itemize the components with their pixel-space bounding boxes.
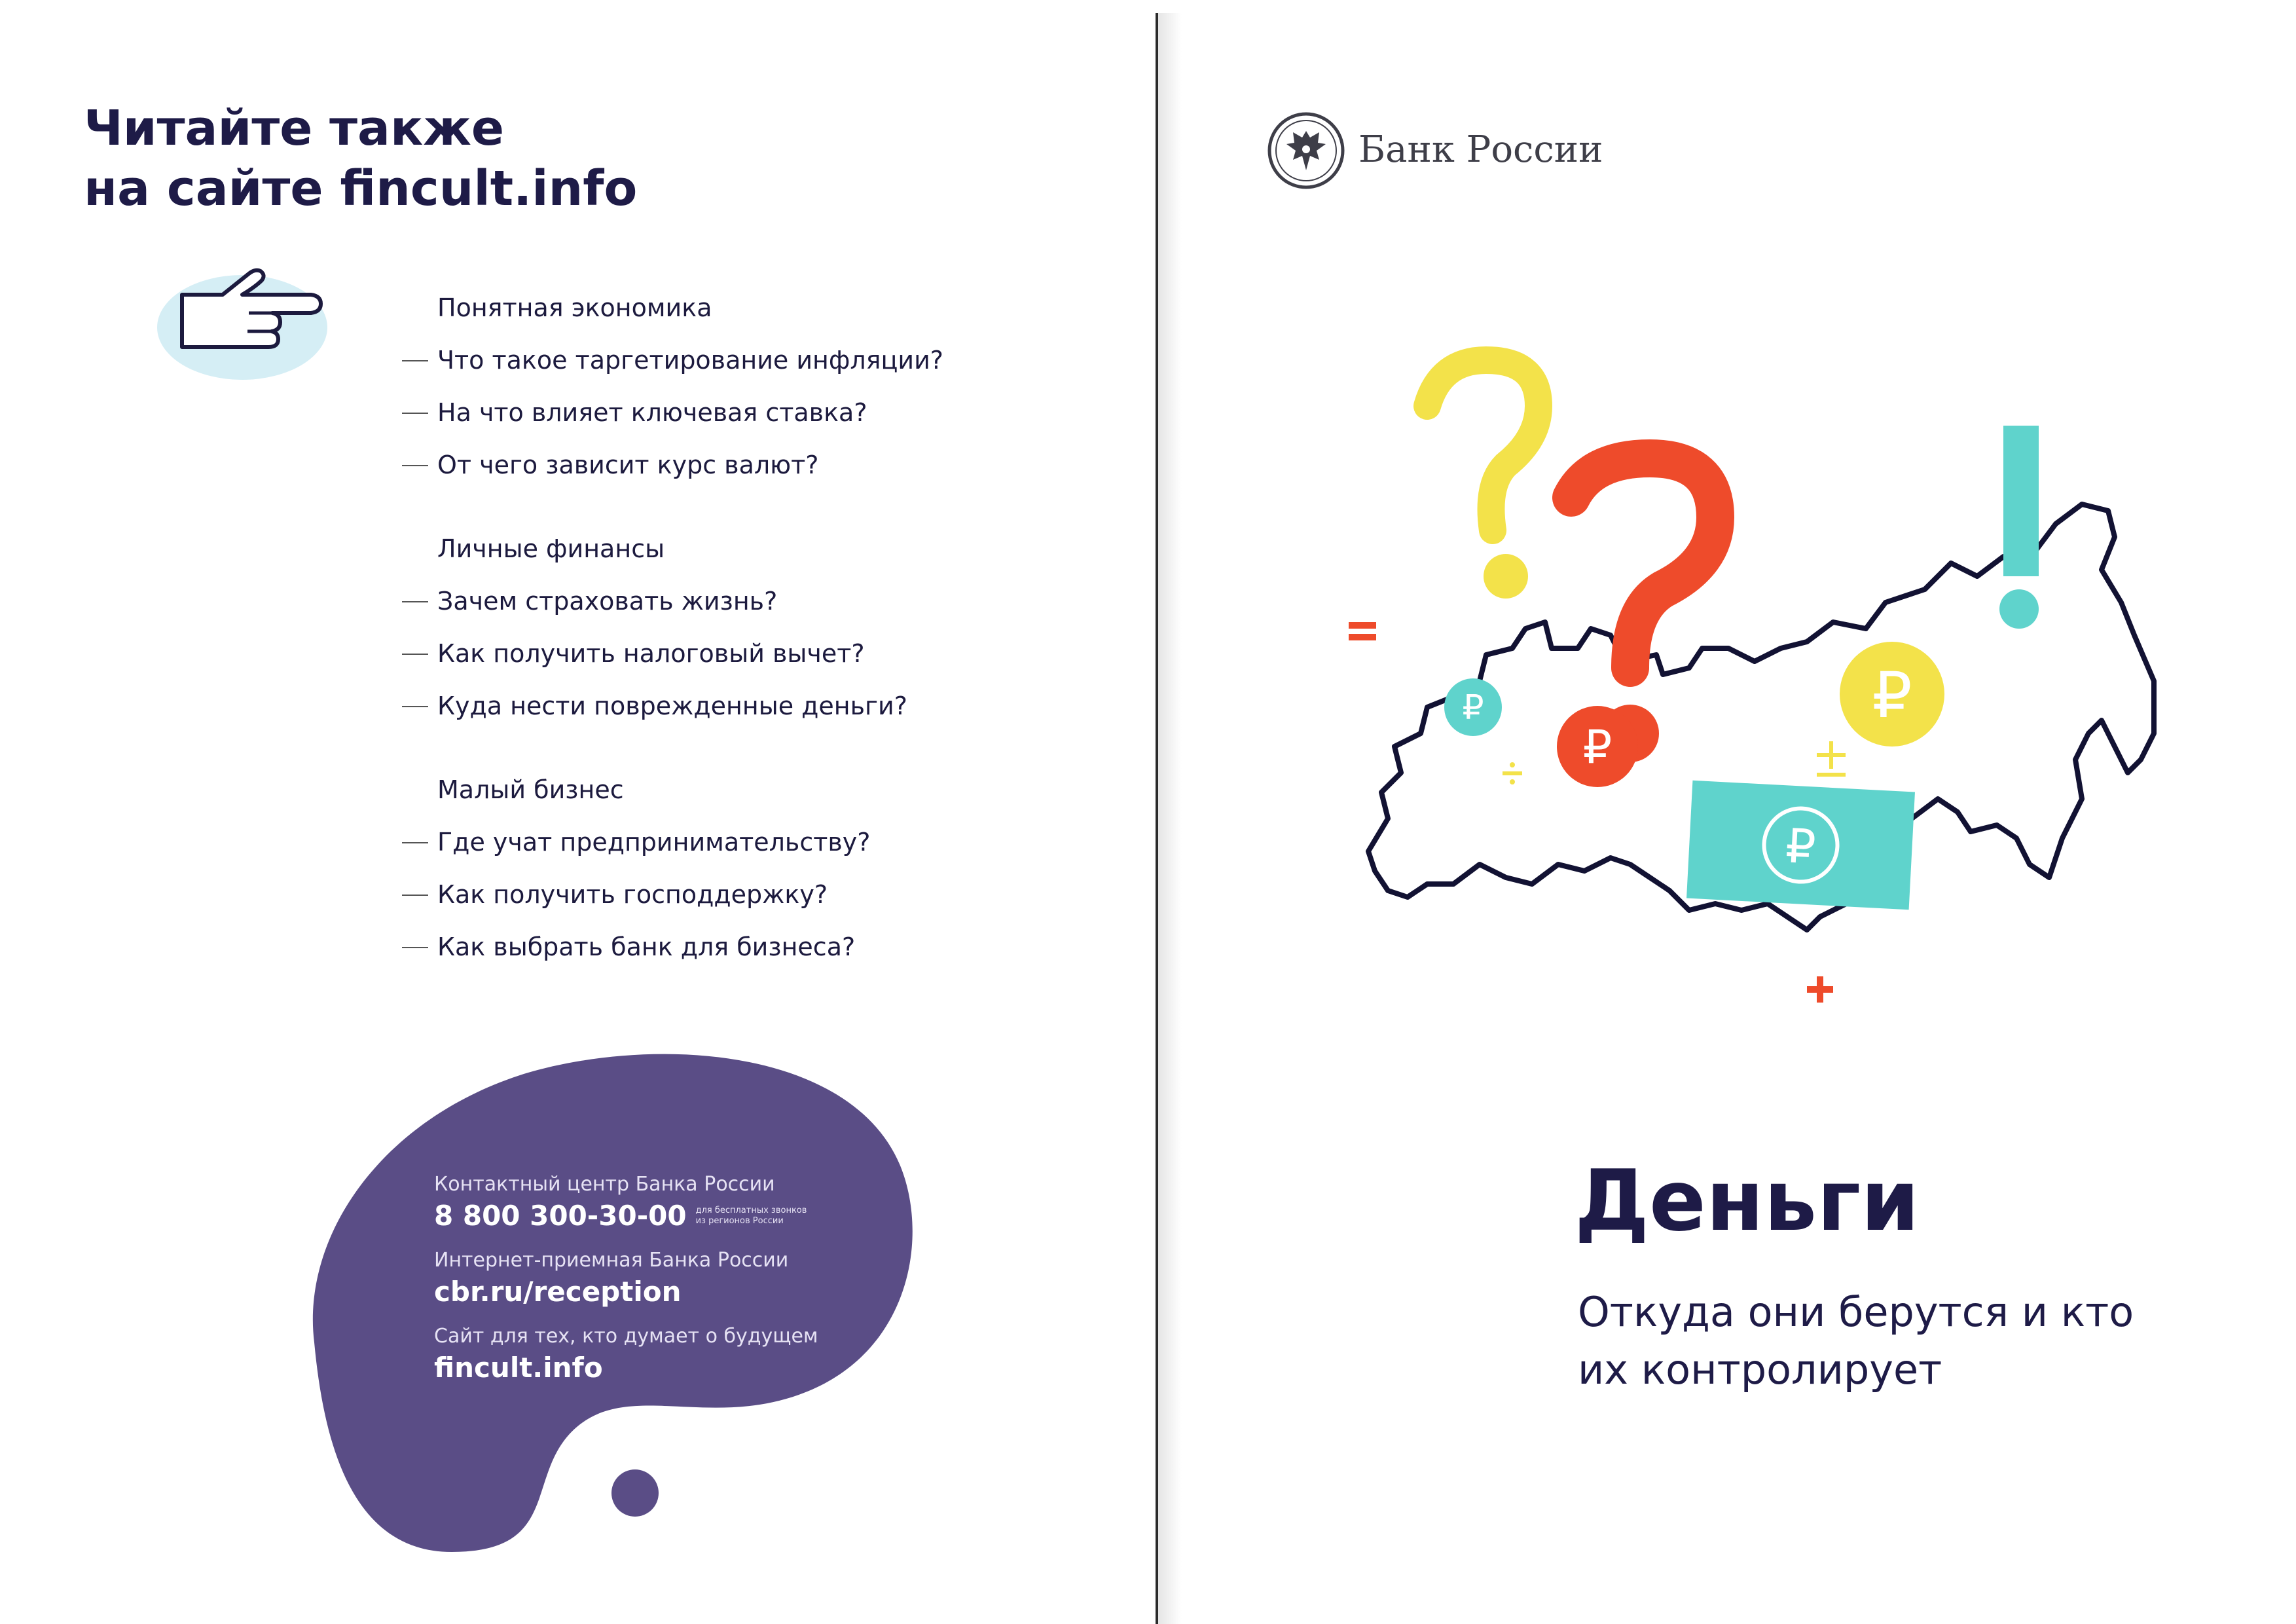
topic-link[interactable]: Что такое таргетирование инфляции?	[393, 334, 1048, 386]
ruble-coin-icon	[1840, 642, 1944, 747]
section-title: Понятная экономика	[437, 293, 712, 322]
site-link[interactable]: fincult.info	[434, 1352, 603, 1384]
section-title: Малый бизнес	[437, 775, 624, 804]
heading-line-2: на сайте fincult.info	[84, 160, 638, 217]
topic-link[interactable]: Как получить налоговый вычет?	[393, 627, 1048, 680]
topic-link[interactable]: От чего зависит курс валют?	[393, 439, 1048, 491]
topic-link[interactable]: Куда нести поврежденные деньги?	[393, 680, 1048, 732]
phone-row	[434, 1197, 932, 1235]
page-fold-shadow	[1158, 13, 1182, 1624]
heading-line-1: Читайте также	[84, 100, 505, 157]
ruble-coin-icon	[1444, 678, 1502, 736]
topics-list	[393, 282, 1048, 1005]
section-title: Личные финансы	[437, 534, 665, 563]
svg-text:₽: ₽	[1462, 688, 1484, 728]
phone-note	[696, 1206, 827, 1227]
topic-link[interactable]: Где учат предпринимательству?	[393, 816, 1048, 868]
pointing-hand-icon	[144, 249, 354, 393]
section-economics	[393, 282, 1048, 491]
booklet-subtitle: Откуда они берутся и кто их контролирует	[1578, 1288, 2134, 1393]
svg-text:₽: ₽	[1872, 659, 1912, 732]
russia-map-illustration	[1349, 341, 2174, 1022]
topic-link[interactable]: Как получить господдержку?	[393, 868, 1048, 921]
svg-text:₽: ₽	[1582, 720, 1613, 774]
phone-note-line-2: из регионов России	[695, 1216, 784, 1226]
contacts-block	[434, 1172, 932, 1400]
topic-link[interactable]: Как выбрать банк для бизнеса?	[393, 921, 1048, 973]
booklet-title: Деньги	[1575, 1153, 1920, 1250]
reception-link[interactable]: cbr.ru/reception	[434, 1276, 682, 1308]
contact-center-label: Контактный центр Банка России	[434, 1173, 775, 1196]
reception-label: Интернет-приемная Банка России	[434, 1249, 789, 1272]
topic-link[interactable]: На что влияет ключевая ставка?	[393, 386, 1048, 439]
section-small-business	[393, 764, 1048, 973]
topic-link[interactable]: Зачем страховать жизнь?	[393, 575, 1048, 627]
double-headed-eagle-emblem	[1267, 111, 1345, 190]
site-label: Сайт для тех, кто думает о будущем	[434, 1325, 818, 1348]
svg-text:₽: ₽	[1784, 818, 1817, 875]
phone-number[interactable]: 8 800 300-30-00	[434, 1200, 687, 1232]
phone-note-line-1: для бесплатных звонков	[695, 1206, 807, 1215]
section-personal-finance	[393, 523, 1048, 732]
ruble-banknote-icon	[1686, 781, 1915, 910]
ruble-coin-icon	[1557, 706, 1638, 787]
bank-name: Банк России	[1358, 128, 1603, 171]
read-also-heading	[84, 98, 637, 219]
